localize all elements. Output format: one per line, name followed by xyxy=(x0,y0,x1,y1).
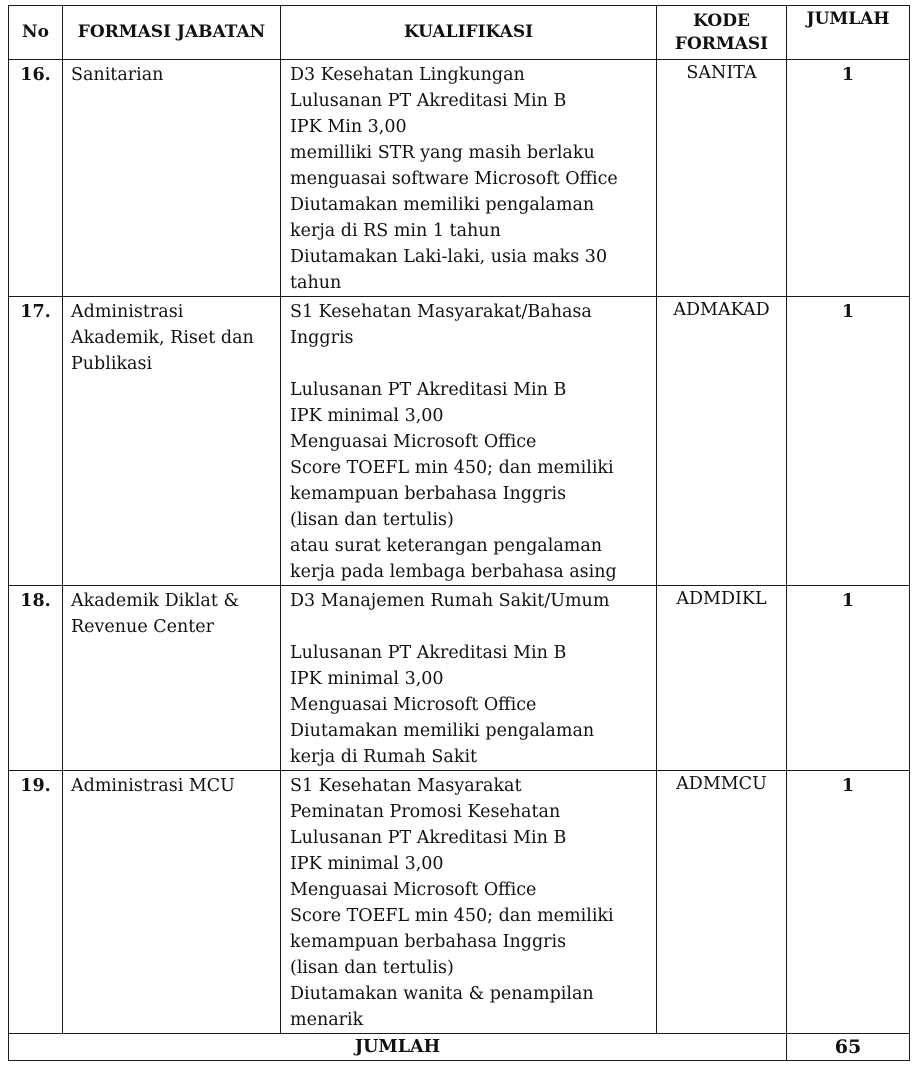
kualifikasi-line: kerja di RS min 1 tahun xyxy=(290,221,501,241)
header-jumlah: JUMLAH xyxy=(787,6,910,60)
kualifikasi-line: atau surat keterangan pengalaman xyxy=(290,536,603,556)
total-row xyxy=(9,1034,910,1061)
kualifikasi-line: S1 Kesehatan Masyarakat xyxy=(290,776,522,796)
table-row xyxy=(9,586,910,771)
kualifikasi-cell xyxy=(281,297,657,586)
kode-formasi-cell: ADMDIKL xyxy=(657,586,787,771)
jumlah-cell: 1 xyxy=(787,771,910,1034)
kualifikasi-line: kemampuan berbahasa Inggris xyxy=(290,484,567,504)
kualifikasi-line: Menguasai Microsoft Office xyxy=(290,695,537,715)
formasi-jabatan-cell: Akademik Diklat & Revenue Center xyxy=(63,586,281,771)
jumlah-cell: 1 xyxy=(787,297,910,586)
total-label: JUMLAH xyxy=(9,1034,787,1061)
row-number: 19. xyxy=(9,771,63,1034)
kode-formasi-cell: SANITA xyxy=(657,60,787,297)
kualifikasi-line: Score TOEFL min 450; dan memiliki xyxy=(290,906,614,926)
table-row xyxy=(9,771,910,1034)
row-number: 18. xyxy=(9,586,63,771)
kualifikasi-line: Diutamakan memiliki pengalaman xyxy=(290,195,595,215)
kualifikasi-line: (lisan dan tertulis) xyxy=(290,510,454,530)
kualifikasi-line: Menguasai Microsoft Office xyxy=(290,880,537,900)
kualifikasi-line: Diutamakan Laki-laki, usia maks 30 xyxy=(290,247,608,267)
kode-formasi-cell: ADMMCU xyxy=(657,771,787,1034)
kualifikasi-line: kerja di Rumah Sakit xyxy=(290,747,478,767)
jumlah-cell: 1 xyxy=(787,60,910,297)
row-number: 17. xyxy=(9,297,63,586)
formasi-jabatan-cell: Sanitarian xyxy=(63,60,281,297)
kualifikasi-line: (lisan dan tertulis) xyxy=(290,958,454,978)
kualifikasi-line: IPK minimal 3,00 xyxy=(290,669,444,689)
kualifikasi-line: Score TOEFL min 450; dan memiliki xyxy=(290,458,614,478)
kualifikasi-line: menguasai software Microsoft Office xyxy=(290,169,618,189)
kualifikasi-line: Lulusanan PT Akreditasi Min B xyxy=(290,380,567,400)
document-page xyxy=(8,5,909,1061)
header-kode-line1: KODE xyxy=(693,10,750,31)
kualifikasi-line: Lulusanan PT Akreditasi Min B xyxy=(290,643,567,663)
formasi-jabatan-cell: Administrasi Akademik, Riset dan Publikasi xyxy=(63,297,281,586)
kualifikasi-line: Menguasai Microsoft Office xyxy=(290,432,537,452)
kualifikasi-line: IPK minimal 3,00 xyxy=(290,854,444,874)
table-row xyxy=(9,60,910,297)
header-kualifikasi: KUALIFIKASI xyxy=(281,6,657,60)
kualifikasi-line: tahun xyxy=(290,273,342,293)
kualifikasi-line: Lulusanan PT Akreditasi Min B xyxy=(290,828,567,848)
kualifikasi-line xyxy=(290,614,652,640)
kualifikasi-line: Peminatan Promosi Kesehatan xyxy=(290,802,561,822)
kualifikasi-line: Diutamakan memiliki pengalaman xyxy=(290,721,595,741)
table-row xyxy=(9,297,910,586)
table-body xyxy=(9,60,910,1034)
kualifikasi-line: Inggris xyxy=(290,328,354,348)
kualifikasi-cell xyxy=(281,771,657,1034)
kualifikasi-line: kerja pada lembaga berbahasa asing xyxy=(290,562,617,582)
kualifikasi-cell xyxy=(281,60,657,297)
kode-formasi-cell: ADMAKAD xyxy=(657,297,787,586)
header-no: No xyxy=(9,6,63,60)
kualifikasi-line: Lulusanan PT Akreditasi Min B xyxy=(290,91,567,111)
kualifikasi-cell xyxy=(281,586,657,771)
kualifikasi-line: kemampuan berbahasa Inggris xyxy=(290,932,567,952)
jumlah-cell: 1 xyxy=(787,586,910,771)
total-value: 65 xyxy=(787,1034,910,1061)
kualifikasi-line: IPK Min 3,00 xyxy=(290,117,407,137)
row-number: 16. xyxy=(9,60,63,297)
kualifikasi-line: Diutamakan wanita & penampilan xyxy=(290,984,594,1004)
header-kode-line2: FORMASI xyxy=(674,33,769,54)
table-header-row xyxy=(9,6,910,60)
kualifikasi-line: D3 Kesehatan Lingkungan xyxy=(290,65,525,85)
kualifikasi-line: D3 Manajemen Rumah Sakit/Umum xyxy=(290,591,610,611)
header-formasi-jabatan: FORMASI JABATAN xyxy=(63,6,281,60)
kualifikasi-line: menarik xyxy=(290,1010,364,1030)
header-kode-formasi xyxy=(657,6,787,60)
kualifikasi-line: S1 Kesehatan Masyarakat/Bahasa xyxy=(290,302,592,322)
kualifikasi-line: IPK minimal 3,00 xyxy=(290,406,444,426)
formasi-jabatan-cell: Administrasi MCU xyxy=(63,771,281,1034)
kualifikasi-line xyxy=(290,351,652,377)
formasi-table xyxy=(8,5,910,1061)
kualifikasi-line: memilliki STR yang masih berlaku xyxy=(290,143,595,163)
